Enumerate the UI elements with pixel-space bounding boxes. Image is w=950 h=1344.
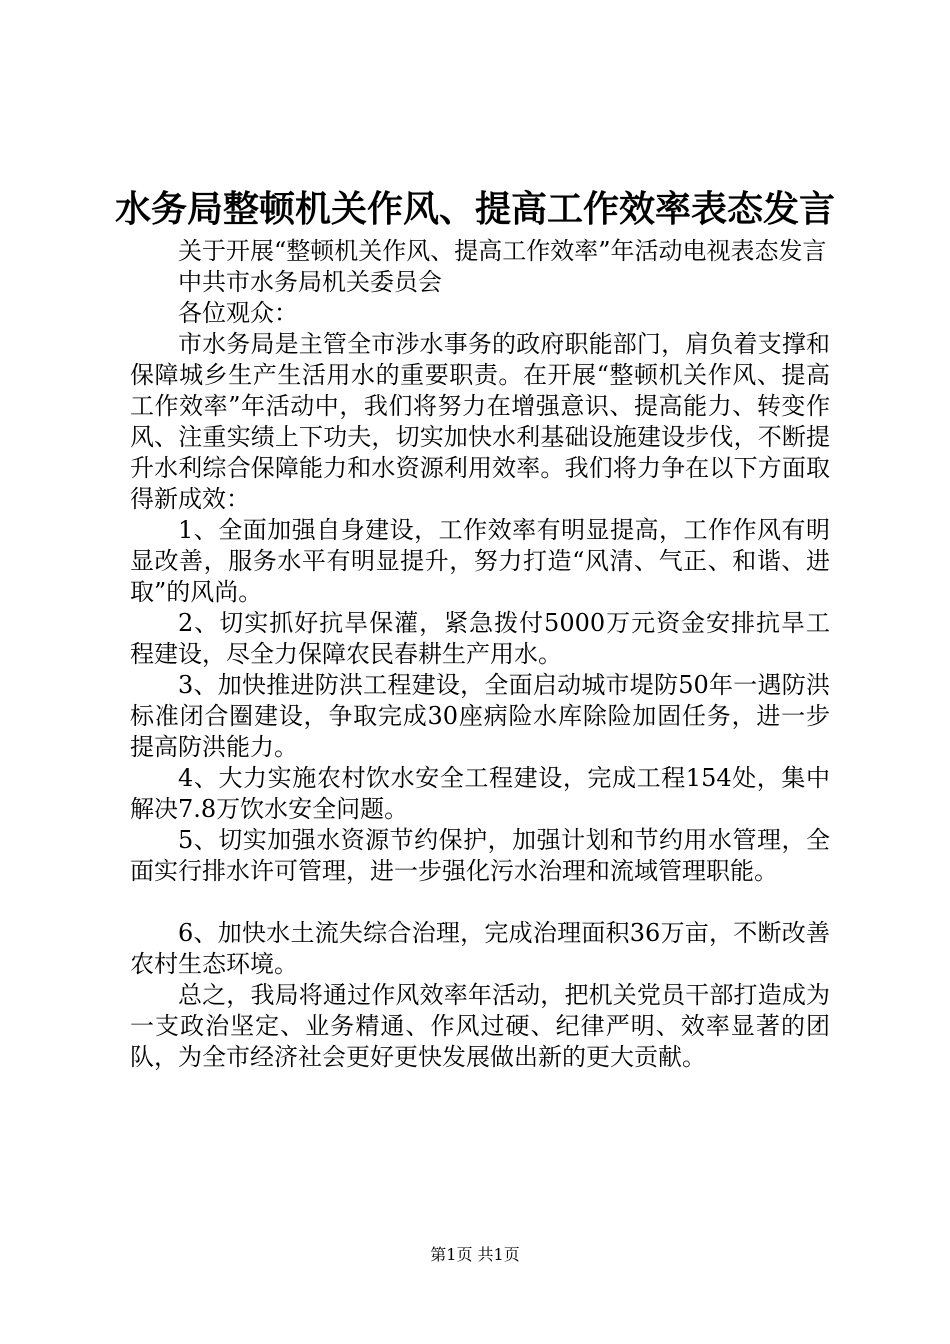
intro-paragraph: 市水务局是主管全市涉水事务的政府职能部门，肩负着支撑和保障城乡生产生活用水的重要职责。在开展“整顿机关作风、提高工作效率”年活动中，我们将努力在增强意识、提高能力、转变作风、注重实绩上下功夫，切实加快水利基础设施建设步伐，不断提升水利综合保障能力和水资源利用效率。我们将力争在以下方面取得新成效：: [130, 330, 830, 513]
conclusion-paragraph: 总之，我局将通过作风效率年活动，把机关党员干部打造成为一支政治坚定、业务精通、作风过硬、纪律严明、效率显著的团队，为全市经济社会更好更快发展做出新的更大贡献。: [130, 981, 830, 1071]
page-title: 水务局整顿机关作风、提高工作效率表态发言: [114, 189, 835, 230]
item-paragraph-5: 5、切实加强水资源节约保护，加强计划和节约用水管理，全面实行排水许可管理，进一步强化污水治理和流域管理职能。: [130, 826, 830, 885]
document-body: [130, 236, 830, 1073]
item-paragraph-4: 4、大力实施农村饮水安全工程建设，完成工程154处，集中解决7.8万饮水安全问题。: [130, 764, 830, 823]
salutation-paragraph: 各位观众：: [178, 299, 298, 327]
item-paragraph-1: 1、全面加强自身建设，工作效率有明显提高，工作作风有明显改善，服务水平有明显提升，努力打造“风清、气正、和谐、进取”的风尚。: [130, 516, 830, 606]
item-paragraph-2: 2、切实抓好抗旱保灌，紧急拨付5000万元资金安排抗旱工程建设，尽全力保障农民春耕生产用水。: [130, 609, 830, 668]
item-paragraph-3: 3、加快推进防洪工程建设，全面启动城市堤防50年一遇防洪标准闭合圈建设，争取完成30座病险水库除险加固任务，进一步提高防洪能力。: [130, 671, 830, 761]
item-paragraph-6: 6、加快水土流失综合治理，完成治理面积36万亩，不断改善农村生态环境。: [130, 919, 830, 978]
page-footer: 第1页 共1页: [430, 1245, 520, 1264]
issuer-paragraph: 中共市水务局机关委员会: [178, 268, 442, 296]
subtitle-paragraph: 关于开展“整顿机关作风、提高工作效率”年活动电视表态发言: [178, 237, 827, 265]
